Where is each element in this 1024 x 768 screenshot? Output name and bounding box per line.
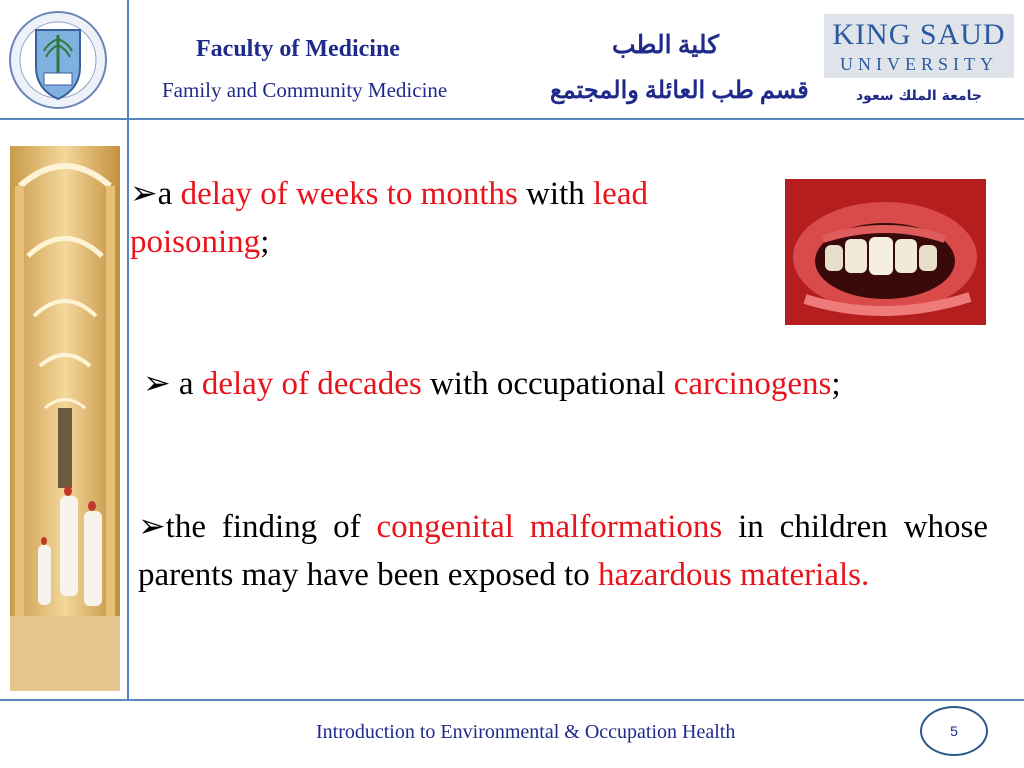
logo-text-top: KING SAUD [832,18,1006,51]
bullet-lead-poisoning: ➢a delay of weeks to months with lead poisoning; [130,176,648,260]
footer-divider [0,699,1024,701]
king-saud-university-logo [824,14,1014,78]
university-seal-logo [8,5,108,115]
bullet-carcinogens: ➢ a delay of decades with occupational carcinogens; [143,366,841,402]
left-divider [127,0,129,700]
highlight-text: delay of weeks to months [180,176,518,212]
highlight-text: hazardous materials. [598,557,870,593]
bullet-congenital-malformations: ➢the finding of congenital malformations in children whose parents may have been exposed to hazardous materials. [138,509,989,593]
highlight-text: congenital malformations [376,509,723,545]
faculty-title: Faculty of Medicine [196,36,400,62]
highlight-text: delay of decades [201,366,422,402]
corridor-photo [10,146,120,691]
page-number-badge: 5 [920,706,988,756]
lead-line-gums-photo [785,179,986,325]
header-divider [0,118,1024,120]
department-title-arabic: قسم طب العائلة والمجتمع [550,78,809,104]
logo-text-bottom: UNIVERSITY [840,54,998,74]
department-title: Family and Community Medicine [162,78,448,102]
course-title-footer: Introduction to Environmental & Occupation Health [316,721,736,743]
arrow-bullet-icon: ➢ [130,176,158,212]
arrow-bullet-icon: ➢ [138,509,166,545]
highlight-text: lead poisoning [130,176,648,260]
arrow-bullet-icon: ➢ [143,366,179,402]
university-name-arabic: جامعة الملك سعود [856,88,982,104]
faculty-title-arabic: كلية الطب [612,32,719,59]
highlight-text: carcinogens [673,366,832,402]
